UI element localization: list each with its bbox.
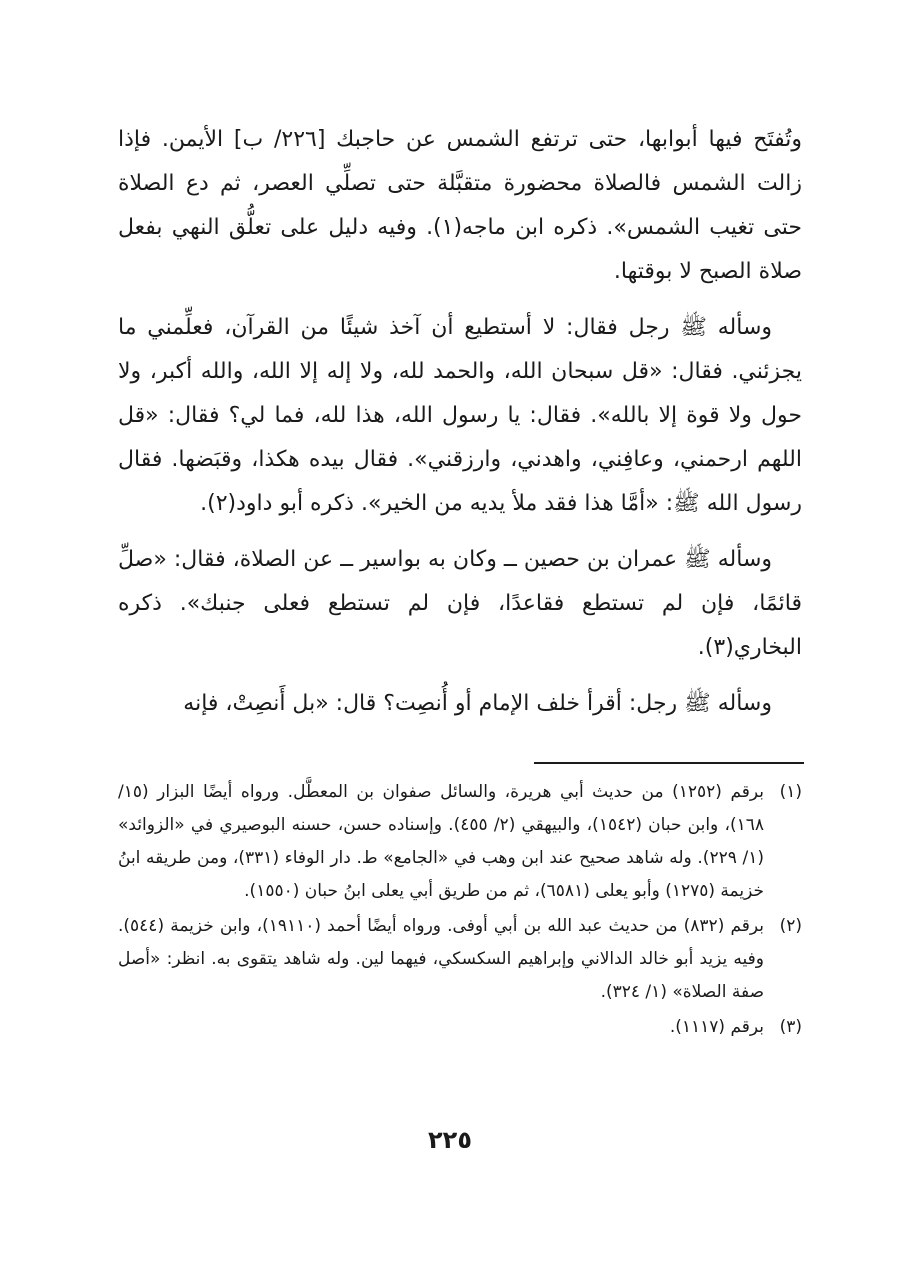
footnote-text: برقم (١١١٧). xyxy=(669,1017,764,1037)
page-number: ٢٢٥ xyxy=(428,1126,472,1154)
footnotes xyxy=(118,776,802,1046)
footnote-1 xyxy=(118,776,802,908)
paragraph-2: وسأله ﷺ رجل فقال: لا أستطيع أن آخذ شيئًا من القرآن، فعلِّمني ما يجزئني. فقال: «قل سبحان الله، والحمد لله، ولا إله إلا الله، والله أكبر، ولا حول ولا قوة إلا بالله». فقال: يا رسول الله، هذا لله، فما لي؟ فقال: «قل اللهم ارحمني، وعافِني، واهدني، وارزقني». فقال بيده هكذا، وقبَضها. فقال رسول الله ﷺ: «أمَّا هذا فقد ملأ يديه من الخير». ذكره أبو داود(٢). xyxy=(118,315,802,516)
main-text xyxy=(118,118,802,738)
footnote-text: برقم (١٢٥٢) من حديث أبي هريرة، والسائل صفوان بن المعطَّل. ورواه أيضًا البزار (١٥/ ١٦٨)، وابن حبان (١٥٤٢)، والبيهقي (٢/ ٤٥٥). وإسناده حسن، حسنه البوصيري في «الزوائد» (١/ ٢٢٩). وله شاهد صحيح عند ابن وهب في «الجامع» ط. دار الوفاء (٣٣١)، ومن طريقه ابنُ خزيمة (١٢٧٥) وأبو يعلى (٦٥٨١)، ثم من طريق أبي يعلى ابنُ حبان (١٥٥٠). xyxy=(118,782,764,901)
footnote-3 xyxy=(118,1011,802,1044)
paragraph-3: وسأله ﷺ عمران بن حصين ــ وكان به بواسير ــ عن الصلاة، فقال: «صلِّ قائمًا، فإن لم تستطع فقاعدًا، فإن لم تستطع فعلى جنبك». ذكره البخاري(٣). xyxy=(118,547,802,660)
footnote-divider xyxy=(534,762,804,764)
paragraph-4: وسأله ﷺ رجل: أقرأ خلف الإمام أو أُنصِت؟ قال: «بل أَنصِتْ، فإنه xyxy=(183,691,772,716)
footnote-number: (٢) xyxy=(779,916,802,936)
footnote-text: برقم (٨٣٢) من حديث عبد الله بن أبي أوفى. ورواه أيضًا أحمد (١٩١١٠)، وابن خزيمة (٥٤٤). وفيه يزيد أبو خالد الدالاني وإبراهيم السكسكي، فيهما لين. وله شاهد يتقوى به. انظر: «أصل صفة الصلاة» (١/ ٣٢٤). xyxy=(118,916,764,1002)
footnote-number: (١) xyxy=(779,782,802,802)
paragraph-1: وتُفتَح فيها أبوابها، حتى ترتفع الشمس عن حاجبك [٢٢٦/ ب] الأيمن. فإذا زالت الشمس فالصلاة محضورة متقبَّلة حتى تصلِّي العصر، ثم دع الصلاة حتى تغيب الشمس». ذكره ابن ماجه(١). وفيه دليل على تعلُّق النهي بفعل صلاة الصبح لا بوقتها. xyxy=(118,127,802,284)
footnote-2 xyxy=(118,910,802,1009)
footnote-number: (٣) xyxy=(779,1017,802,1037)
